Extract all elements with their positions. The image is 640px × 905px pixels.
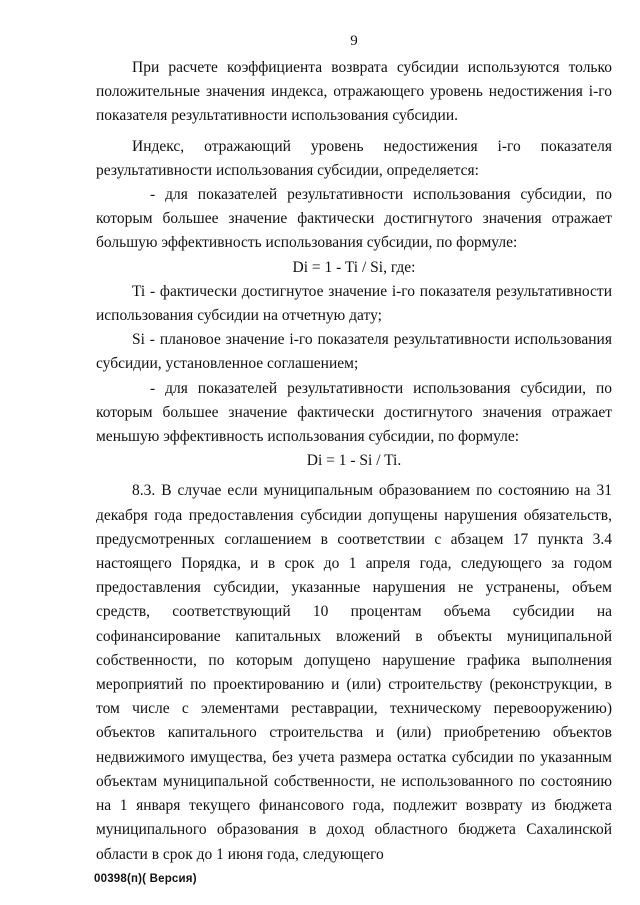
paragraph-si-definition: Si - плановое значение i-го показателя результативности использования субсидии, установленное соглашением; <box>96 331 612 373</box>
footer-document-code: 00398(п)( Версия) <box>94 873 197 885</box>
paragraph-bigger-worse: - для показателей результативности использования субсидии, по которым большее значение фактически достигнутого значения отражает меньшую эффективность использования субсидии, по формуле: <box>96 379 612 446</box>
paragraph-8-3: 8.3. В случае если муниципальным образованием по состоянию на 31 декабря года предоставления субсидии допущены нарушения обязательств, предусмотренных соглашением в соответствии с абзацем 17 пункта 3.4 настоящего Порядка, и в срок до 1 апреля года, следующего за годом предоставления субсидии, указанные нарушения не устранены, объем средств, соответствующий 10 процентам объема субсидии на софинансирование капитальных вложений в объекты муниципальной собственности, по которым допущено нарушение графика выполнения мероприятий по проектированию и (или) строительству (реконструкции, в том числе с элементами реставрации, техническому перевооружению) объектов капитального строительства и (или) приобретению объектов недвижимого имущества, без учета размера остатка субсидии по указанным объектам муниципальной собственности, не использованного по состоянию на 1 января текущего финансового года, подлежит возврату из бюджета муниципального образования в доход областного бюджета Сахалинской области в срок до 1 июня года, следующего <box>96 482 612 863</box>
document-body <box>96 56 612 867</box>
paragraph-ti-definition: Ti - фактически достигнутое значение i-го показателя результативности использования субсидии на отчетную дату; <box>96 282 612 325</box>
formula-1: Di = 1 - Ti / Si, где: <box>292 258 416 276</box>
paragraph-index-definition: Индекс, отражающий уровень недостижения i-го показателя результативности использования субсидии, определяется: <box>96 137 612 179</box>
paragraph-positive-values: При расчете коэффициента возврата субсидии используются только положительные значения индекса, отражающего уровень недостижения i-го показателя результативности использования субсидии. <box>96 59 612 125</box>
formula-2: Di = 1 - Si / Ti. <box>306 452 402 470</box>
paragraph-bigger-better: - для показателей результативности использования субсидии, по которым большее значение фактически достигнутого значения отражает большую эффективность использования субсидии, по формуле: <box>96 186 612 252</box>
page-number: 9 <box>350 33 358 49</box>
